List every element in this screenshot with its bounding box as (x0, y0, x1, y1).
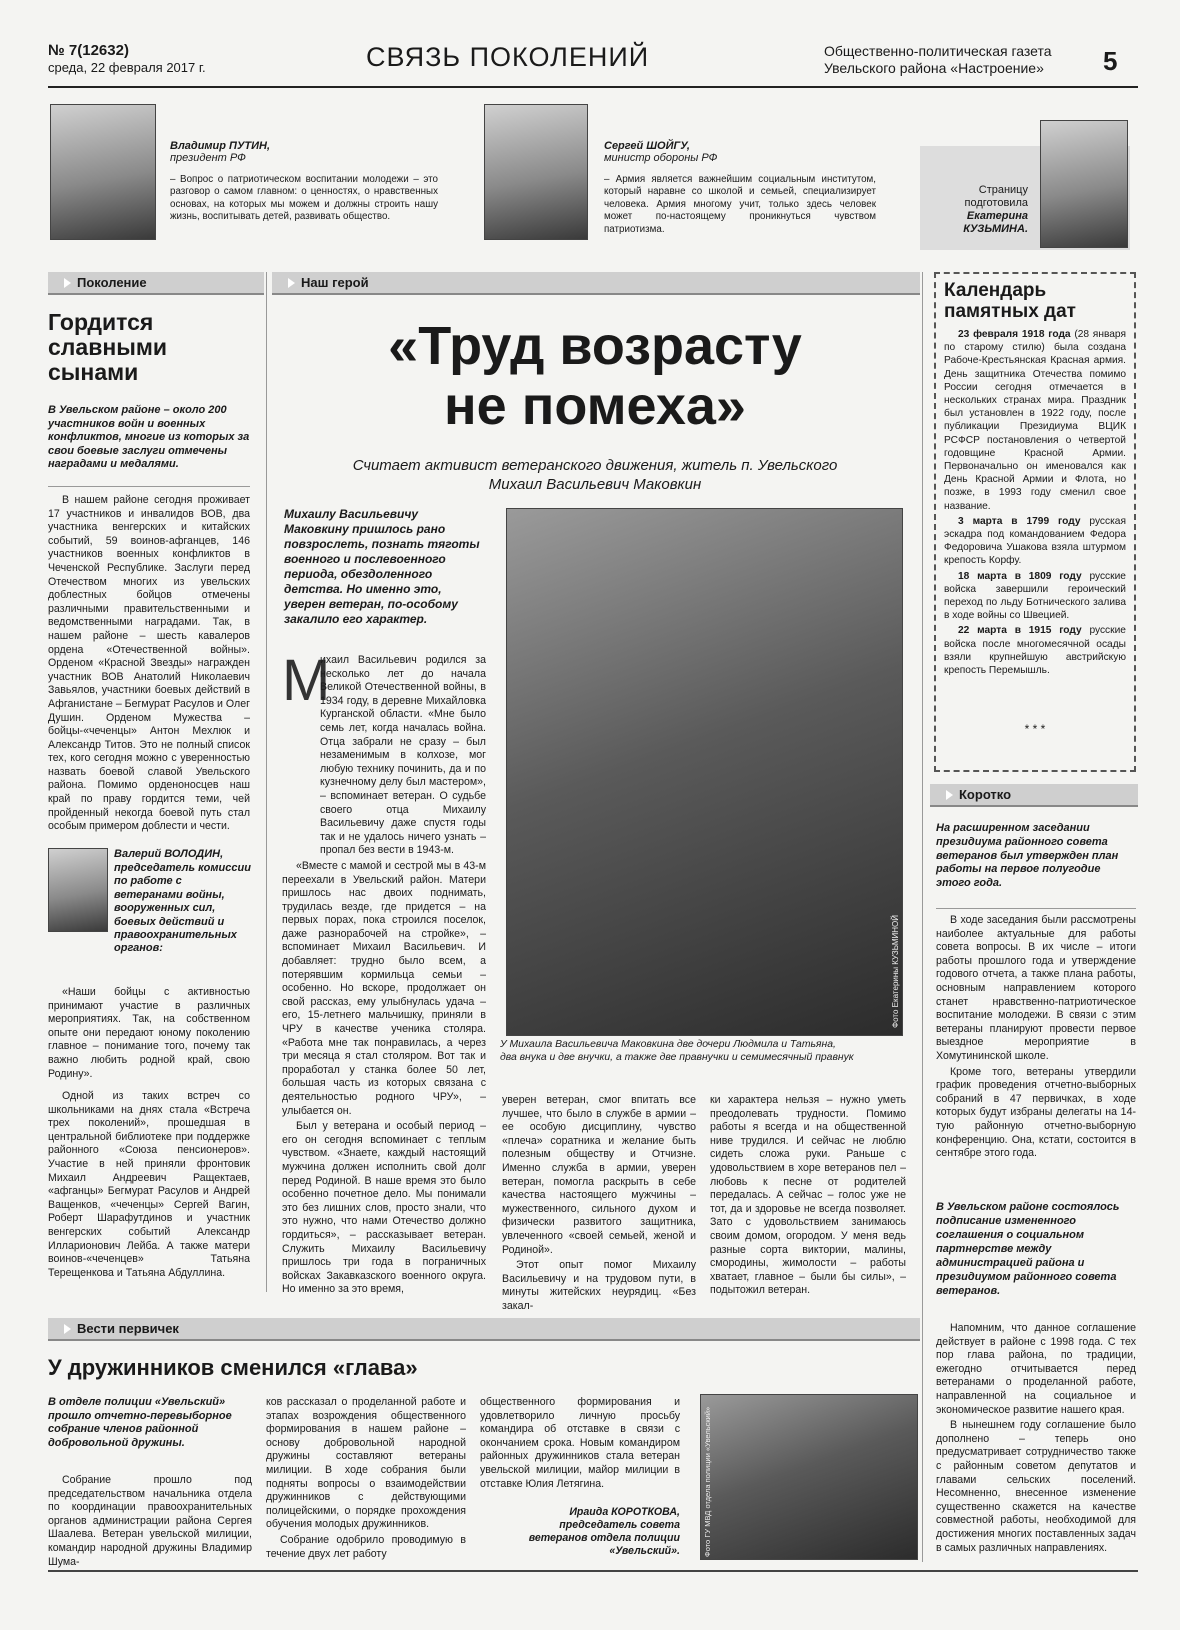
center-lead: Михаилу Васильевичу Маковкину пришлось рано повзрослеть, познать тяготы военного и послевоенного периода, обездоленного детства. Но именно это, уверен ветеран, по-особому закалило его характер. (284, 507, 480, 626)
column-divider-left (266, 272, 267, 1292)
short-body-2: Напомним, что данное соглашение действует в районе с 1998 года. С тех пор глава района, по традиции, ежегодно отчитывается перед ветеранами о проделанной работе, направленной на социальное и экономическое развитие нашего края. В нынешнем году соглашение было дополнено – теперь оно предусматривает сотрудничество также с районным советом депутатов и главами сельских поселений. Несомненно, внесенное изменение существенно скажется на качестве совместной работы, необходимой для достижения многих поставленных задач в самых различных направлениях. (936, 1322, 1136, 1554)
druzhina-photo (700, 1394, 918, 1560)
shoigu-role: министр обороны РФ (604, 152, 718, 164)
volodin-photo (48, 848, 108, 932)
calendar-title: Календарь памятных дат (944, 280, 1076, 322)
section-bar-news: Вести первичек (48, 1318, 920, 1341)
masthead-rule (48, 86, 1138, 88)
author-photo (1040, 120, 1128, 248)
prepared-by-text: Страницу подготовила Екатерина КУЗЬМИНА. (963, 184, 1028, 235)
left-lead: В Увельском районе – около 200 участников войн и военных конфликтов, многие из которых за свои боевые заслуги отмечены наградами и медалями. (48, 404, 250, 471)
short-lead-rule (936, 908, 1136, 909)
calendar-box (934, 272, 1136, 772)
short-lead-2: В Увельском районе состоялось подписание измененного соглашения о социальном партнерстве между администрацией района и президиумом районного совета ветеранов. (936, 1201, 1120, 1297)
calendar-stars: * * * (1024, 722, 1046, 736)
volodin-quote: «Наши бойцы с активностью принимают участие в различных мероприятиях. Так, на собственном опыте они передают юному поколению главное – понимание того, почему так важно любить родной край, свою Родину». (48, 986, 250, 1080)
shoigu-photo (484, 104, 588, 240)
issue-number: № 7(12632) (48, 42, 129, 59)
hero-photo (506, 508, 903, 1036)
putin-role: президент РФ (170, 152, 246, 164)
center-col1: ихаил Васильевич родился за несколько лет до начала Великой Отечественной войны, в 1934 году, в деревне Михайловка Курганской области. «Мне было семь лет, когда началась война. Отца забрали не сразу – был незаменимым в колхозе, мог любую технику починить, да и по кузнечному делу был мастером», – вспоминает ветеран. О судьбе своего отца Михаилу Васильевичу даже спустя годы так и не удалось ничего узнать – пропал без вести в 1943-м. «Вместе с мамой и сестрой мы в 43-м переехали в Увельский район. Матери пришлось нас двоих поднимать, трудилась везде, где придется – на первых порах, пока строился поселок, даже разнорабочей на стройке», – вспоминает Михаил Васильевич. И добавляет: трудно было всем, а потерявшим кормильца семьи – особенно. Но вскоре, продолжает он свой рассказ, ему улыбнулась удача – его, 15-летнего мальчишку, приняли в ЧРУ в качестве ученика столяра. «Работа мне так понравилась, а через три месяца я стал столяром. Вот так и проработал у станка более 50 лет, большая часть из которых связана с деятельностью родного ЧРУ», – улыбается он. Был у ветерана и особый период – его он сегодня вспоминает с теплым чувством. «Знаете, каждый настоящий мужчина должен исполнить свой долг перед Родиной. В наше время это было особенно почетное дело. Мы понимали это без лишних слов, просто знали, что это нужно, что нами Отечество должно гордиться», – рассказывает ветеран. Служить Михаилу Васильевичу пришлось три года в пограничных войсках Закавказского военного округа. Но именно за это время, (282, 654, 486, 1296)
short-lead-1: На расширенном заседании президиума районного совета ветеранов был утвержден план работы на первое полугодие этого года. (936, 822, 1119, 890)
page-number: 5 (1103, 46, 1118, 76)
left-lead-rule (48, 486, 250, 487)
shoigu-quote-text: – Армия является важнейшим социальным институтом, который наравне со школой и семьей, специализирует человека. Армия многому учит, только здесь человек может по-настоящему проникнуться чувством патриотизма. (604, 174, 876, 235)
volodin-role: председатель комиссии по работе с ветеранами войны, вооруженных сил, боевых действий и правоохранительных органов: (114, 862, 251, 955)
calendar-events: 23 февраля 1918 года (28 января по старому стилю) была создана Рабоче-Крестьянская Красная армия. День защитника Отечества помимо России сегодня отмечается в нескольких странах мира. Праздник был установлен в 1922 году, после публикации Президиума ВЦИК РСФСР постановления о четвертой годовщине Красной Армии. Первоначально он именовался как День Красной Армии и Флота, но позже, в 1993 году сменил свое название. 3 марта в 1799 году русская эскадра под командованием Федора Федоровича Ушакова взяла штурмом крепость Корфу. 18 марта в 1809 году русские войска завершили героический переход по льду Ботнического залива в ходе войны со Швецией. 22 марта в 1915 году русские войска после многомесячной осады взяли крупнейшую австрийскую крепость Перемышль. (944, 329, 1126, 677)
page-rubric: СВЯЗЬ ПОКОЛЕНИЙ (366, 42, 650, 72)
bottom-col3: общественного формирования и удовлетворило личную просьбу командира об отставке в связи с окончанием срока. Новым командиром районных дружинников стала ветеран увельской милиции, майор милиции в отставке Юлия Летягина. (480, 1396, 680, 1490)
masthead (48, 40, 1138, 82)
prepared-by-box (920, 146, 1130, 250)
short-body-1: В ходе заседания были рассмотрены наиболее актуальные для работы совета вопросы. В их числе – итоги работы прошлого года и утверждение годового отчета, а также плана работы, основным направлением которого станет нравственно-патриотическое воспитание молодежи. В связи с этим ветераны планируют провести первое выездное мероприятие в Хомутининской школе. Кроме того, ветераны утвердили график проведения отчетно-выборных собраний в 47 первичках, в ходе которых будут избраны делегаты на 14-тую районную отчетно-выборную конференцию. Она, кстати, состоится в сентябре этого года. (936, 914, 1136, 1160)
center-headline: «Труд возрасту не помеха» (388, 316, 802, 436)
page-bottom-rule (48, 1570, 1138, 1572)
hero-photo-caption: У Михаила Васильевича Маковкина две дочери Людмила и Татьяна, два внука и две внучки, а также две правнучки и семимесячный правнук (500, 1039, 854, 1063)
bottom-signature: Ирaида КОРОТКОВА, председатель совета ветеранов отдела полиции «Увельский». (528, 1506, 680, 1557)
putin-photo (50, 104, 156, 240)
shoigu-quote (604, 140, 876, 240)
bottom-headline: У дружинников сменился «глава» (48, 1355, 418, 1380)
druzhina-photo-credit: Фото ГУ МВД отдела полиции «Увельский» (703, 1406, 712, 1557)
putin-quote (170, 140, 438, 240)
section-bar-our-hero: Наш герой (272, 272, 920, 295)
hero-photo-credit: Фото Екатерины КУЗЬМИНОЙ (891, 915, 900, 1028)
center-subhead: Считает активист ветеранского движения, житель п. Увельского Михаил Васильевич Маковкин (352, 457, 838, 493)
drop-cap: М (282, 648, 331, 713)
paper-name-line1: Общественно-политическая газета (824, 43, 1052, 59)
shoigu-name: Сергей ШОЙГУ, (604, 140, 690, 152)
left-body-2: Одной из таких встреч со школьниками на днях стала «Встреча трех поколений», прошедшая в центральной библиотеке при поддержке районного «Союза пенсионеров». Участие в ней приняли фронтовик Михаил Андреевич Ращектаев, «афганцы» Бегмурат Расулов и Андрей Ващенков, «чеченцы» Сергей Вагин, Роберт Шарафутдинов и участник венгерских событий Александр Илларионович Лейба. А также матери воинов-«чеченцев» Татьяна Терещенкова и Татьяна Абдуллина. (48, 1090, 250, 1279)
section-bar-generation: Поколение (48, 272, 264, 295)
left-body: В нашем районе сегодня проживает 17 участников и инвалидов ВОВ, два участника венгерских и китайских событий, 59 воинов-афганцев, 146 участников военных конфликтов в Чеченской Республике. Заслуги перед Отечеством многих из увельских доблестных бойцов отмечены различными правительственными и ведомственными наградами. Так, в нашем районе – шесть кавалеров ордена «Отечественной войны». Орденом «Красной Звезды» награжден участник ВОВ Анатолий Николаевич Завьялов, участники боевых действий в Афганистане – Бегмурат Расулов и Олег Душин. Орденом Мужества – бойцы-«чеченцы» Антон Мехлюк и Александр Титов. Это не полный список тех, кого сегодня можно с уверенностью назвать боевой славой Увельского района. Помимо орденоносцев наш край по праву гордится теми, чей пройденный некогда боевой путь стал особым примером доблести и чести. (48, 494, 250, 833)
bottom-col1: Собрание прошло под председательством начальника отдела по координации правоохранительных органов администрации района Сергея Шаалева. Ветеран увельской милиции, командир народной дружины Владимир Шума- (48, 1474, 252, 1568)
putin-name: Владимир ПУТИН, (170, 140, 271, 152)
left-headline: Гордится славными сынами (48, 309, 168, 385)
column-divider-right (922, 272, 923, 1562)
paper-name-line2: Увельского района «Настроение» (824, 60, 1044, 76)
issue-date: среда, 22 февраля 2017 г. (48, 60, 206, 75)
center-col2: уверен ветеран, смог впитать все лучшее, что было в службе в армии – ее особую дисциплину, чувство «плеча» соратника и желание быть полезным обществу и Отчизне. Именно служба в армии, уверен ветеран, помогла раскрыть в себе качества настоящего мужчины – мужественного, сильного духом и физически развитого защитника, увлеченного «своей семьей, женой и Родиной». Этот опыт помог Михаилу Васильевичу и на трудовом пути, в минуты житейских неурядиц. «Без закал- (502, 1094, 696, 1312)
center-col3: ки характера нельзя – нужно уметь преодолевать трудности. Помимо работы я всегда и на общественной ниве трудился. И сейчас не люблю сидеть сложа руки. Раньше с удовольствием в хоре ветеранов пел – любовь к песне от родителей передалась. А сейчас – голос уже не тот, да и здоровье не всегда позволяет. Зато с удовольствием занимаюсь своим домом, огородом. У меня ведь разные сорта виктории, малины, смородины, жимолости – работы хватает, главное – были бы силы», – подытожил ветеран. (710, 1094, 906, 1297)
putin-quote-text: – Вопрос о патриотическом воспитании молодежи – это разговор о самом главном: о ценностях, о нравственных основах, на которых мы можем и должны строить нашу жизнь, воспитывать детей, развивать общество. (170, 174, 438, 223)
bottom-col2: ков рассказал о проделанной работе и этапах возрождения общественного формирования в нашем районе – основу добровольной народной дружины составляют ветераны милиции. В ходе собрания были подняты вопросы о взаимодействии дружинников с действующими полицейскими, о порядке прохождения обучения молодых дружинников. Собрание одобрило проводимую в течение двух лет работу (266, 1396, 466, 1560)
section-bar-short: Коротко (930, 784, 1138, 807)
volodin-caption: Валерий ВОЛОДИН, (114, 848, 224, 860)
bottom-lead: В отделе полиции «Увельский» прошло отчетно-перевыборное собрание членов районной добровольной дружины. (48, 1396, 232, 1449)
